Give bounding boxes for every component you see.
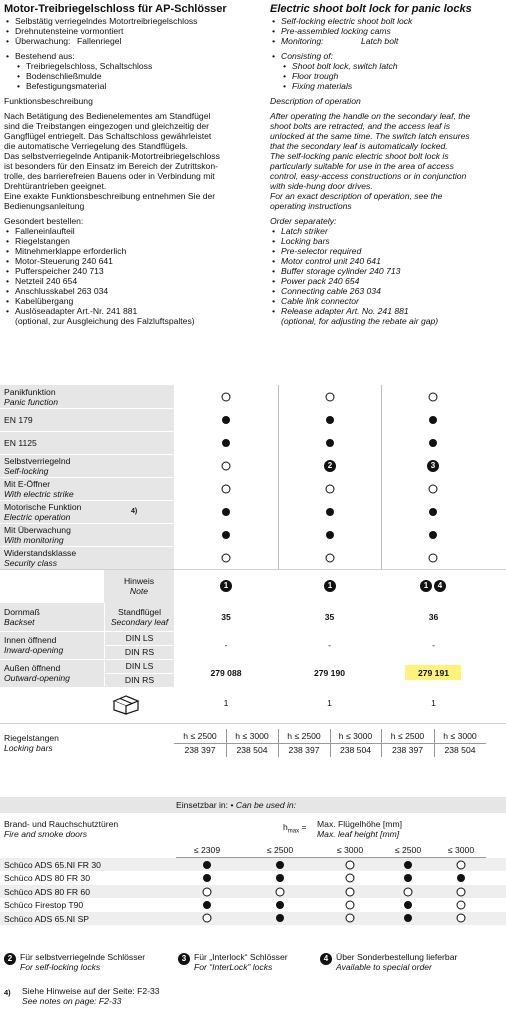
- feature-label: [4, 454, 172, 477]
- height-column-header: ≤ 2309: [193, 845, 221, 855]
- footnote-ref: 4): [131, 508, 138, 515]
- label-en: Inward-opening: [4, 645, 64, 655]
- filled-dot-icon: [203, 861, 211, 869]
- pack-quantity: 1: [223, 698, 229, 708]
- system-name: Schüco ADS 80 FR 30: [4, 873, 90, 884]
- list-item: • Überwachung: Fallenriegel: [4, 36, 254, 46]
- label-de: Motorische Funktion: [4, 501, 82, 512]
- filled-dot-icon: [276, 901, 284, 909]
- filled-dot-icon: [276, 861, 284, 869]
- backset-value: 36: [428, 612, 439, 622]
- label-de: Hinweis: [123, 576, 155, 586]
- filled-dot-icon: [326, 508, 334, 516]
- filled-dot-icon: [276, 914, 284, 922]
- list-item: • Bodenschließmulde: [4, 71, 254, 81]
- list-item: • Kabelübergang: [4, 296, 254, 306]
- label-en: With monitoring: [4, 534, 64, 545]
- pack-quantity: 1: [327, 698, 332, 708]
- german-consists-label: • Bestehend aus:: [4, 51, 254, 61]
- empty-circle-icon: [457, 887, 466, 896]
- bar-height-header: h ≤ 2500: [287, 731, 321, 741]
- label-de: Standflügel: [117, 607, 161, 617]
- filled-dot-icon: [404, 861, 412, 869]
- label-de: Innen öffnend: [4, 635, 57, 645]
- row-divider: [0, 408, 174, 409]
- label-de: Selbstverriegelnd: [4, 455, 71, 466]
- system-name: Schüco ADS 65.NI SP: [4, 913, 90, 924]
- text-line: Gangflügel entriegelt. Das Schaltschloss gewährleistet: [4, 131, 212, 141]
- label-de: Mit Überwachung: [4, 524, 71, 535]
- text-line: with side-hung door drives.: [270, 181, 373, 191]
- label-en: Secondary leaf: [110, 617, 169, 627]
- text-line: operating instructions: [270, 201, 352, 211]
- text-line: shoot bolts are retracted, and the access leaf is: [270, 121, 451, 131]
- feature-label: [4, 523, 172, 546]
- din-ls-label: DIN LS: [125, 633, 154, 643]
- filled-dot-icon: [203, 874, 211, 882]
- row-divider: [174, 743, 486, 744]
- filled-dot-icon: [203, 901, 211, 909]
- empty-circle-icon: [346, 874, 355, 883]
- list-item: • Locking bars: [270, 236, 504, 246]
- english-order-list: [270, 226, 504, 316]
- footnote-2-icon: 2: [4, 953, 16, 965]
- din-rs-label: DIN RS: [124, 647, 155, 657]
- filled-dot-icon: [222, 508, 230, 516]
- text-line: Drehtürantrieben geeignet.: [4, 181, 107, 191]
- label-en: Locking bars: [4, 743, 53, 753]
- german-order-title: Gesondert bestellen:: [4, 216, 84, 226]
- empty-circle-icon: [346, 887, 355, 896]
- list-item: • Befestigungsmaterial: [4, 81, 254, 91]
- empty-circle-icon: [326, 553, 335, 562]
- list-item: • Floor trough: [270, 71, 504, 81]
- feature-label: [4, 408, 172, 431]
- locking-bars-label: [4, 729, 169, 757]
- footnote-4-icon: 4: [320, 953, 332, 965]
- column-divider: [278, 385, 279, 569]
- filled-dot-icon: [326, 439, 334, 447]
- height-column-header: ≤ 2500: [394, 845, 422, 855]
- english-order-title: Order separately:: [270, 216, 337, 226]
- empty-circle-icon: [203, 914, 212, 923]
- label-en: Self-locking: [4, 465, 49, 476]
- outward-article-number: 279 088: [210, 668, 242, 678]
- system-name: Schüco ADS 80 FR 60: [4, 886, 90, 897]
- footnote-2-icon: 2: [324, 460, 336, 472]
- text-line: control, easy-access constructions or in conjunction: [270, 171, 467, 181]
- filled-dot-icon: [222, 531, 230, 539]
- filled-dot-icon: [429, 416, 437, 424]
- list-item: • Pre-selector required: [270, 246, 504, 256]
- label-de: EN 179: [4, 414, 33, 425]
- text-line: that the secondary leaf is automatically locked.: [270, 141, 448, 151]
- german-order-list: [4, 226, 254, 316]
- bar-article-number: 238 397: [184, 745, 216, 755]
- text-line: particularly suitable for use in the area of access: [270, 161, 454, 171]
- english-features: [270, 16, 504, 46]
- doors-label: [4, 819, 118, 839]
- feature-label: [4, 500, 172, 523]
- empty-circle-icon: [222, 484, 231, 493]
- pack-quantity: 1: [431, 698, 436, 708]
- list-item: • Mitnehmerklappe erforderlich: [4, 246, 254, 256]
- backset-label: [4, 603, 104, 631]
- row-divider: [0, 523, 174, 524]
- filled-dot-icon: [429, 439, 437, 447]
- english-consists-label: • Consisting of:: [270, 51, 504, 61]
- bar-article-number: 238 397: [391, 745, 424, 755]
- list-item: • Drehnutensteine vormontiert: [4, 26, 254, 36]
- english-order-note: (optional, for adjusting the rebate air gap): [281, 316, 439, 326]
- text-line: For an exact description of operation, see the: [270, 191, 443, 201]
- empty-circle-icon: [222, 392, 231, 401]
- filled-dot-icon: [429, 531, 437, 539]
- filled-dot-icon: [429, 508, 437, 516]
- empty-circle-icon: [429, 553, 438, 562]
- feature-label: [4, 431, 172, 454]
- empty-circle-icon: [346, 914, 355, 923]
- label-de: EN 1125: [4, 437, 37, 448]
- list-item: • Monitoring: Latch bolt: [270, 36, 504, 46]
- list-item: • Cable link connector: [270, 296, 504, 306]
- text-line: Nach Betätigung des Bedienelementes am Standfügel: [4, 111, 211, 121]
- row-divider: [0, 454, 174, 455]
- german-consists-list: [4, 61, 254, 91]
- english-title: Electric shoot bolt lock for panic locks: [270, 3, 472, 15]
- label-de: Brand- und Rauchschutztüren: [4, 819, 119, 829]
- filled-dot-icon: [326, 416, 334, 424]
- height-column-header: ≤ 2500: [266, 845, 294, 855]
- label-de: Dornmaß: [4, 607, 40, 617]
- system-name: Schüco ADS 65.NI FR 30: [4, 860, 101, 870]
- text-line: Bedienungsanleitung: [4, 201, 85, 211]
- bar-article-number: 238 397: [288, 745, 320, 755]
- empty-circle-icon: [222, 461, 231, 470]
- filled-dot-icon: [404, 914, 412, 922]
- legend: 2 Für selbstverriegelnde Schlösser For self-locking locks 3 Für „Interlock“ Schlösser For “InterLock” locks 4 Über Sonderbestellung lieferbar Available to special order: [4, 952, 504, 978]
- list-item: • Shoot bolt lock, switch latch: [270, 61, 504, 71]
- text-line: ist besonders für den Einsatz im Bereich der Zutrittskon-: [4, 161, 218, 171]
- empty-circle-icon: [404, 887, 413, 896]
- german-order-note: (optional, zur Ausgleichung des Falzluftspaltes): [15, 316, 195, 326]
- list-item: • Auslöseadapter Art.-Nr. 241 881: [4, 306, 254, 316]
- bar-height-header: h ≤ 3000: [235, 731, 269, 741]
- english-func-title: Description of operation: [270, 96, 361, 106]
- filled-dot-icon: [404, 901, 412, 909]
- bar-height-header: h ≤ 3000: [338, 731, 373, 741]
- empty-circle-icon: [429, 392, 438, 401]
- label-en: Security class: [4, 557, 58, 568]
- footnote-1-icon: 1: [324, 580, 336, 592]
- filled-dot-icon: [222, 416, 230, 424]
- list-item: • Pufferspeicher 240 713: [4, 266, 254, 276]
- bar-height-header: h ≤ 2500: [390, 731, 425, 741]
- filled-dot-icon: [276, 874, 284, 882]
- list-item: • Buffer storage cylinder 240 713: [270, 266, 504, 276]
- list-item: • Falleneinlaufteil: [4, 226, 254, 236]
- feature-label: [4, 477, 172, 500]
- list-item: • Motor control unit 240 641: [270, 256, 504, 266]
- empty-circle-icon: [346, 860, 355, 869]
- text-line: die automatische Verriegelung des Standflügels.: [4, 141, 188, 151]
- system-name: Schüco Firestop T90: [4, 900, 84, 911]
- list-item: • Connecting cable 263 034: [270, 286, 504, 296]
- height-column-header: ≤ 3000: [336, 845, 364, 855]
- list-item: • Latch striker: [270, 226, 504, 236]
- din-rs-label: DIN RS: [124, 675, 155, 685]
- german-func-text: [4, 111, 254, 211]
- inward-article-number: -: [328, 640, 331, 650]
- text-line: After operating the handle on the secondary leaf, the: [270, 111, 471, 121]
- label-en: Outward-opening: [4, 673, 70, 683]
- backset-value: 35: [221, 612, 231, 622]
- height-column-header: ≤ 3000: [447, 845, 475, 855]
- filled-dot-icon: [222, 439, 230, 447]
- german-title: Motor-Treibriegelschloss für AP-Schlösser: [4, 3, 227, 15]
- footnote-3-icon: 3: [427, 460, 439, 472]
- hmax-symbol: $h_{max}$ =: [283, 822, 307, 835]
- outward-label: [4, 659, 104, 687]
- list-item: • Selbstätig verriegelndes Motortreibriegelschloss: [4, 16, 254, 26]
- text-line: unlocked at the same time. The switch latch ensures: [270, 131, 470, 141]
- footnote-1-icon: 1: [420, 580, 432, 592]
- list-item: • Motor-Steuerung 240 641: [4, 256, 254, 266]
- text-line: sind die Treibstangen eingezogen und gleichzeitig der: [4, 121, 209, 131]
- text-line: The self-locking panic electric shoot bolt lock is: [270, 151, 449, 161]
- label-en: Fire and smoke doors: [4, 829, 88, 839]
- row-divider: [0, 431, 174, 432]
- label-en: With electric strike: [4, 488, 74, 499]
- label-de: Panikfunktion: [4, 386, 56, 397]
- usage-header: Einsetzbar in: • Can be used in:: [176, 800, 297, 810]
- list-item: • Pre-assembled locking cams: [270, 26, 504, 36]
- bar-height-header: h ≤ 3000: [443, 731, 477, 741]
- empty-circle-icon: [346, 900, 355, 909]
- row-divider: [0, 723, 506, 724]
- label-en: Backset: [4, 617, 35, 627]
- english-consists-list: [270, 61, 504, 91]
- empty-circle-icon: [429, 484, 438, 493]
- empty-circle-icon: [203, 887, 212, 896]
- empty-circle-icon: [457, 860, 466, 869]
- row-divider: [0, 500, 174, 501]
- german-column: [4, 3, 254, 326]
- english-column: [270, 3, 504, 326]
- list-item: • Anschlusskabel 263 034: [4, 286, 254, 296]
- empty-circle-icon: [222, 553, 231, 562]
- bar-height-header: h ≤ 2500: [183, 731, 217, 741]
- list-item: • Riegelstangen: [4, 236, 254, 246]
- row-divider: [0, 546, 174, 547]
- footnote-4-icon: 4: [434, 580, 446, 592]
- inward-article-number: -: [432, 640, 435, 650]
- label-de: Mit E-Öffner: [4, 478, 51, 489]
- filled-dot-icon: [326, 531, 334, 539]
- list-item: • Self-locking electric shoot bolt lock: [270, 16, 504, 26]
- label-de: Außen öffnend: [4, 663, 61, 673]
- label-en: Note: [129, 586, 149, 596]
- row-divider: [0, 477, 174, 478]
- label-de: Max. Flügelhöhe [mm]: [317, 819, 403, 829]
- list-item: • Netzteil 240 654: [4, 276, 254, 286]
- filled-dot-icon: [404, 874, 412, 882]
- label-de: Einsetzbar in:: [176, 800, 229, 810]
- outward-article-number: 279 190: [313, 668, 346, 678]
- inward-article-number: -: [224, 640, 228, 650]
- text-line: Das selbstverriegelnde Antipanik-Motortreibriegelschloss: [4, 151, 220, 161]
- empty-circle-icon: [326, 484, 335, 493]
- din-ls-label: DIN LS: [125, 661, 154, 671]
- bar-article-number: 238 504: [236, 745, 268, 755]
- german-features: [4, 16, 254, 46]
- label-en: Can be used in:: [235, 800, 297, 810]
- outward-article-number: 279 191: [417, 668, 450, 678]
- note-label: [104, 569, 174, 603]
- empty-circle-icon: [457, 900, 466, 909]
- text-line: trolle, des barrierefreien Bauens oder in Verbindung mit: [4, 171, 215, 181]
- footnote-3-icon: 3: [178, 953, 190, 965]
- empty-circle-icon: [276, 887, 285, 896]
- leaf-height-label: [317, 819, 402, 839]
- feature-label: [4, 385, 172, 408]
- list-item: • Power pack 240 654: [270, 276, 504, 286]
- english-func-text: [270, 111, 504, 211]
- bar-article-number: 238 504: [444, 745, 476, 755]
- usage-table: [0, 797, 506, 942]
- list-item: • Treibriegelschloss, Schaltschloss: [4, 61, 254, 71]
- label-de: Riegelstangen: [4, 733, 59, 743]
- package-icon: [112, 693, 140, 715]
- list-item: • Release adapter Art. No. 241 881: [270, 306, 504, 316]
- label-en: Panic function: [4, 396, 58, 407]
- product-table: [0, 385, 506, 785]
- inward-label: [4, 631, 104, 659]
- label-en: Electric operation: [4, 511, 71, 522]
- label-en: Max. leaf height [mm]: [317, 829, 400, 839]
- german-func-title: Funktionsbeschreibung: [4, 96, 93, 106]
- footnote-1-icon: 1: [220, 580, 232, 592]
- secondary-leaf-label: [105, 603, 174, 631]
- empty-circle-icon: [457, 914, 466, 923]
- empty-circle-icon: [326, 392, 335, 401]
- label-de: Widerstandsklasse: [4, 547, 77, 558]
- bar-article-number: 238 504: [339, 745, 372, 755]
- text-line: Eine exakte Funktionsbeschreibung entnehmen Sie der: [4, 191, 216, 201]
- filled-dot-icon: [457, 874, 465, 882]
- row-divider: [0, 569, 506, 570]
- feature-label: [4, 546, 172, 569]
- backset-value: 35: [324, 612, 335, 622]
- column-divider: [381, 385, 382, 569]
- list-item: • Fixing materials: [270, 81, 504, 91]
